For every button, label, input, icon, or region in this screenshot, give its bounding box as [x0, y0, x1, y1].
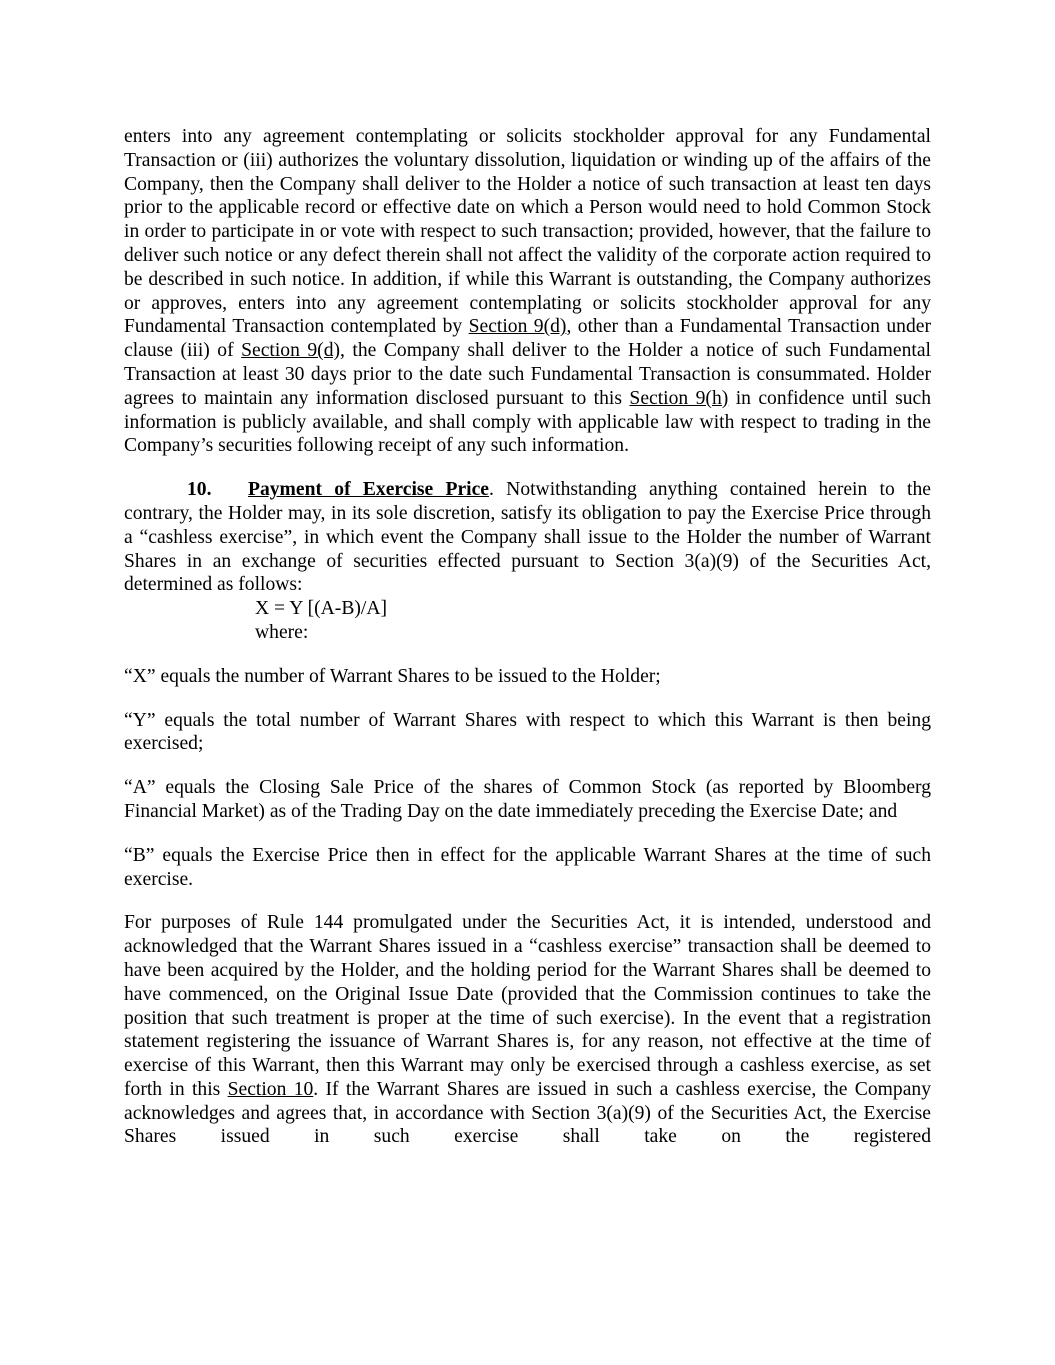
definition-x: “X” equals the number of Warrant Shares to be issued to the Holder; — [124, 665, 661, 687]
formula-where-label: where: — [255, 621, 309, 643]
section-10-body: . Notwithstanding anything contained herein to the contrary, the Holder may, in its sole discretion, satisfy its obligation to pay the Exercise Price through a “cashless exercise”, in which event the Company shall issue to the Holder the number of Warrant Shares in an exchange of securities effected pursuant to Section 3(a)(9) of the Securities Act, determined as follows: — [124, 479, 931, 596]
rule-144-text-part2: . If the Warrant Shares are issued in such a cashless exercise, the Company acknowledges and agrees that, in accordance with Section 3(a)(9) of the Securities Act, the Exercise Shares issued in such exercise shall take on the registered — [124, 1078, 931, 1148]
section-10-number: 10. — [187, 479, 212, 501]
section-9d-reference-2: Section 9(d), — [241, 340, 345, 362]
definition-y: “Y” equals the total number of Warrant Shares with respect to which this Warrant is then being exercised; — [124, 709, 931, 755]
definition-b: “B” equals the Exercise Price then in effect for the applicable Warrant Shares at the time of such exercise. — [124, 844, 931, 890]
section-10-paragraph — [124, 478, 931, 597]
cashless-formula: X = Y [(A-B)/A] — [255, 598, 388, 620]
definition-a: “A” equals the Closing Sale Price of the shares of Common Stock (as reported by Bloomberg Financial Market) as of the Trading Day on the date immediately preceding the Exercise Date; and — [124, 777, 931, 822]
section-9h-reference: Section 9(h) — [629, 387, 729, 409]
section-10-title: Payment of Exercise Price — [248, 479, 489, 501]
notice-text-part4: in confidence until such information is publicly available, and shall comply with applicable law with respect to trading in the Company’s securities following receipt of any such information. — [124, 387, 931, 457]
section-9d-reference: Section 9(d) — [468, 316, 567, 338]
rule-144-text-part1: For purposes of Rule 144 promulgated under the Securities Act, it is intended, understood and acknowledged that the Warrant Shares issued in a “cashless exercise” transaction shall be deemed to have been acquired by the Holder, and the holding period for the Warrant Shares shall be deemed to have commenced, on the Original Issue Date (provided that the Commission continues to take the position that such treatment is proper at the time of such exercise). In the event that a registration statement registering the issuance of Warrant Shares is, for any reason, not effective at the time of exercise of this Warrant, then this Warrant may only be exercised through a cashless exercise, as set forth in this — [124, 912, 931, 1100]
notice-text-part1: enters into any agreement contemplating or solicits stockholder approval for any Fundamental Transaction or (iii) authorizes the voluntary dissolution, liquidation or winding up of the affairs of the Company, then the Company shall deliver to the Holder a notice of such transaction at least ten days prior to the applicable record or effective date on which a Person would need to hold Common Stock in order to participate in or vote with respect to such transaction; provided, however, that the failure to deliver such notice or any defect therein shall not affect the validity of the corporate action required to be described in such notice. In addition, if while this Warrant is outstanding, the Company authorizes or approves, enters into any agreement contemplating or solicits stockholder approval for any Fundamental Transaction contemplated by — [124, 126, 931, 338]
notice-text-part3: the Company shall deliver to the Holder a notice of such Fundamental Transaction at least 30 days prior to the date such Fundamental Transaction is consummated. Holder agrees to maintain any information disclosed pursuant to this — [124, 340, 931, 409]
continued-notice-paragraph — [124, 125, 931, 458]
section-10-reference: Section 10 — [227, 1078, 314, 1100]
notice-text-part2: , other than a Fundamental Transaction under clause (iii) of — [124, 316, 931, 362]
rule-144-paragraph — [124, 911, 931, 1149]
document-page — [124, 125, 931, 1149]
